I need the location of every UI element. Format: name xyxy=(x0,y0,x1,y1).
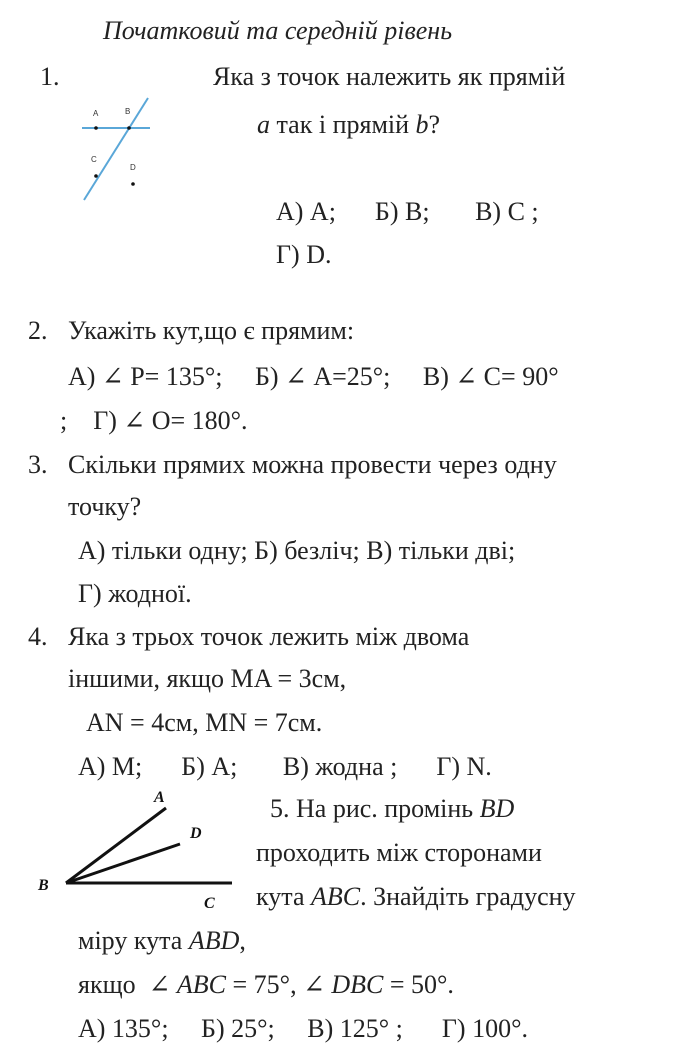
q1-number: 1. xyxy=(40,62,60,91)
q4-options: А) M; Б) A; В) жодна ; Г) N. xyxy=(78,752,492,781)
q1-var-a: a xyxy=(257,110,270,139)
q5-ray: BD xyxy=(479,794,515,823)
q5-angle2: ABD xyxy=(188,926,240,955)
q5-label-c: C xyxy=(204,895,215,912)
q5-line4-post: , xyxy=(239,926,246,955)
q5-label-b: B xyxy=(38,877,49,894)
q2-number: 2. xyxy=(28,316,48,345)
q3-options-line2: Г) жодної. xyxy=(78,579,192,608)
q2-text: Укажіть кут,що є прямим: xyxy=(68,316,355,345)
q1-figure xyxy=(76,96,156,204)
q5-text-line5 xyxy=(78,970,454,1000)
q4-number: 4. xyxy=(28,622,48,651)
q1-var-b: b xyxy=(415,110,429,139)
q5-line5-post: = 50°. xyxy=(383,970,454,999)
q1-text-line2 xyxy=(257,110,440,140)
q5-line1-pre: 5. На рис. промінь xyxy=(270,794,480,823)
q1-label-c: C xyxy=(91,155,97,164)
q2-options-line2: ; Г) ∠ O= 180°. xyxy=(60,406,248,435)
q5-text-line1 xyxy=(270,794,514,824)
q3-text-line2: точку? xyxy=(68,492,142,521)
q3-options-line1: А) тільки одну; Б) безліч; В) тільки дві; xyxy=(78,536,516,565)
q1-point-b xyxy=(127,126,131,130)
q5-angle-figure xyxy=(32,786,232,914)
q5-line3-post: . Знайдіть градусну xyxy=(360,882,576,911)
q1-text-line1: Яка з точок належить як прямій xyxy=(213,62,566,91)
q5-line3-pre: кута xyxy=(256,882,311,911)
section-title: Початковий та середній рівень xyxy=(103,16,453,45)
q5-line5-mid: = 75°, ∠ xyxy=(226,970,332,999)
q1-label-b: B xyxy=(125,107,131,116)
q1-label-d: D xyxy=(130,163,136,172)
q5-options: А) 135°; Б) 25°; В) 125° ; Г) 100°. xyxy=(78,1014,528,1043)
q5-line4-pre: міру кута xyxy=(78,926,189,955)
q4-text-line1: Яка з трьох точок лежить між двома xyxy=(68,622,470,651)
q5-text-line4 xyxy=(78,926,246,956)
q4-text-line2: іншими, якщо MA = 3см, xyxy=(68,664,347,693)
q1-point-c xyxy=(94,174,98,178)
q1-label-a: A xyxy=(93,109,99,118)
q1-line2-mid: так і прямій xyxy=(270,110,416,139)
q1-options-line2: Г) D. xyxy=(276,240,332,269)
q1-point-d xyxy=(131,182,135,186)
q2-options-line1: А) ∠ P= 135°; Б) ∠ A=25°; В) ∠ C= 90° xyxy=(68,362,559,391)
q5-text-line2: проходить між сторонами xyxy=(256,838,542,867)
q1-line2-end: ? xyxy=(428,110,441,139)
q4-text-line3: AN = 4см, MN = 7см. xyxy=(86,708,323,737)
q5-label-d: D xyxy=(190,825,202,842)
q5-given2: DBC xyxy=(331,970,384,999)
q3-number: 3. xyxy=(28,450,48,479)
q3-text-line1: Скільки прямих можна провести через одну xyxy=(68,450,557,479)
q5-ray-bd xyxy=(66,844,180,883)
q5-given1: ABC xyxy=(176,970,227,999)
q5-ray-ba xyxy=(66,808,166,883)
q1-options-line1: А) А; Б) В; В) С ; xyxy=(276,197,539,226)
q5-label-a: A xyxy=(154,789,165,806)
q5-angle: ABC xyxy=(310,882,361,911)
q1-point-a xyxy=(94,126,98,130)
q5-text-line3 xyxy=(256,882,576,912)
q5-line5-pre: якщо ∠ xyxy=(78,970,177,999)
